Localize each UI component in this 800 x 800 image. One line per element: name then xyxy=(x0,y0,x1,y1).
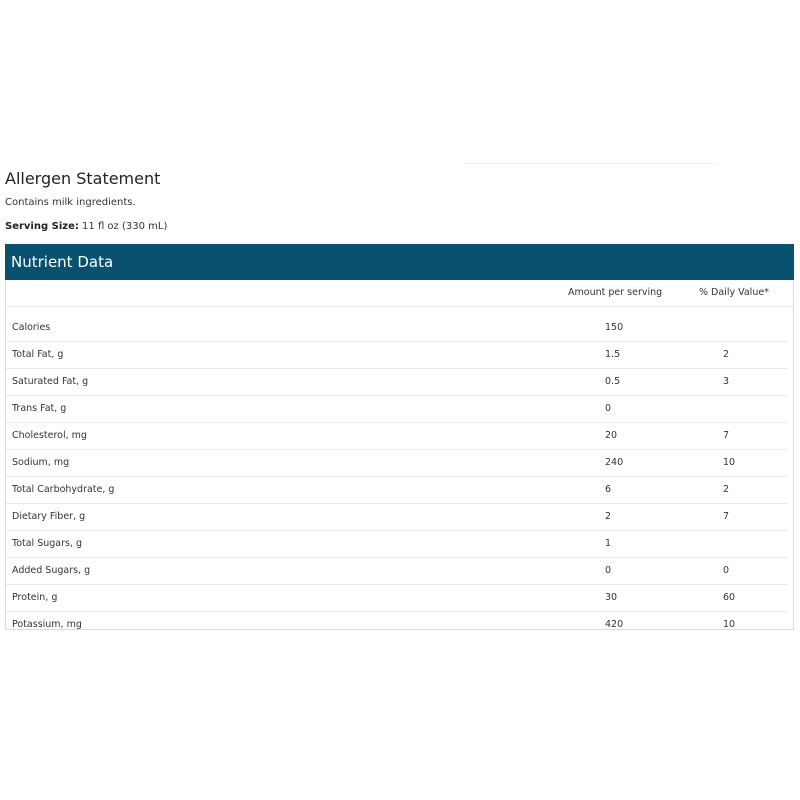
nutrient-name: Protein, g xyxy=(12,592,58,603)
table-row xyxy=(6,342,787,369)
nutrient-amount: 0 xyxy=(605,403,612,414)
nutrient-amount: 0 xyxy=(605,565,612,576)
nutrient-rows xyxy=(6,315,793,638)
nutrient-daily-value: 2 xyxy=(723,484,730,495)
table-row xyxy=(6,396,787,423)
nutrient-amount: 150 xyxy=(605,322,624,333)
nutrient-name: Total Sugars, g xyxy=(12,538,83,549)
nutrient-name: Total Fat, g xyxy=(12,349,64,360)
column-header-amount: Amount per serving xyxy=(568,287,663,298)
allergen-text: Contains milk ingredients. xyxy=(5,197,136,208)
nutrient-name: Sodium, mg xyxy=(12,457,70,468)
nutrient-daily-value: 3 xyxy=(723,376,730,387)
table-row xyxy=(6,423,787,450)
nutrient-name: Saturated Fat, g xyxy=(12,376,89,387)
nutrient-name: Potassium, mg xyxy=(12,619,82,630)
nutrient-amount: 420 xyxy=(605,619,624,630)
table-row xyxy=(6,612,787,638)
nutrient-amount: 0.5 xyxy=(605,376,621,387)
table-row xyxy=(6,531,787,558)
nutrient-amount: 30 xyxy=(605,592,618,603)
nutrient-amount: 1 xyxy=(605,538,612,549)
nutrient-name: Total Carbohydrate, g xyxy=(12,484,115,495)
table-row xyxy=(6,477,787,504)
table-row xyxy=(6,558,787,585)
nutrient-table xyxy=(5,244,794,630)
nutrient-daily-value: 2 xyxy=(723,349,730,360)
nutrient-daily-value: 10 xyxy=(723,619,736,630)
table-row xyxy=(6,315,787,342)
nutrient-amount: 6 xyxy=(605,484,612,495)
nutrient-name: Added Sugars, g xyxy=(12,565,91,576)
nutrient-name: Dietary Fiber, g xyxy=(12,511,86,522)
nutrient-daily-value: 60 xyxy=(723,592,736,603)
allergen-title: Allergen Statement xyxy=(5,169,161,188)
nutrient-name: Trans Fat, g xyxy=(12,403,67,414)
table-row xyxy=(6,369,787,396)
nutrient-table-title: Nutrient Data xyxy=(5,244,794,280)
serving-size xyxy=(5,219,167,235)
nutrient-name: Cholesterol, mg xyxy=(12,430,87,441)
nutrient-amount: 1.5 xyxy=(605,349,621,360)
nutrient-amount: 2 xyxy=(605,511,612,522)
serving-size-value: 11 fl oz (330 mL) xyxy=(78,221,168,232)
nutrient-daily-value: 7 xyxy=(723,511,730,522)
nutrient-amount: 240 xyxy=(605,457,624,468)
table-row xyxy=(6,450,787,477)
nutrient-daily-value: 0 xyxy=(723,565,730,576)
nutrient-daily-value: 10 xyxy=(723,457,736,468)
table-row xyxy=(6,504,787,531)
nutrient-amount: 20 xyxy=(605,430,618,441)
nutrient-daily-value: 7 xyxy=(723,430,730,441)
divider-line xyxy=(464,163,718,164)
serving-size-label: Serving Size: xyxy=(5,221,79,232)
column-header-row xyxy=(6,280,793,307)
nutrient-name: Calories xyxy=(12,322,51,333)
column-header-daily-value: % Daily Value* xyxy=(699,287,769,298)
table-row xyxy=(6,585,787,612)
